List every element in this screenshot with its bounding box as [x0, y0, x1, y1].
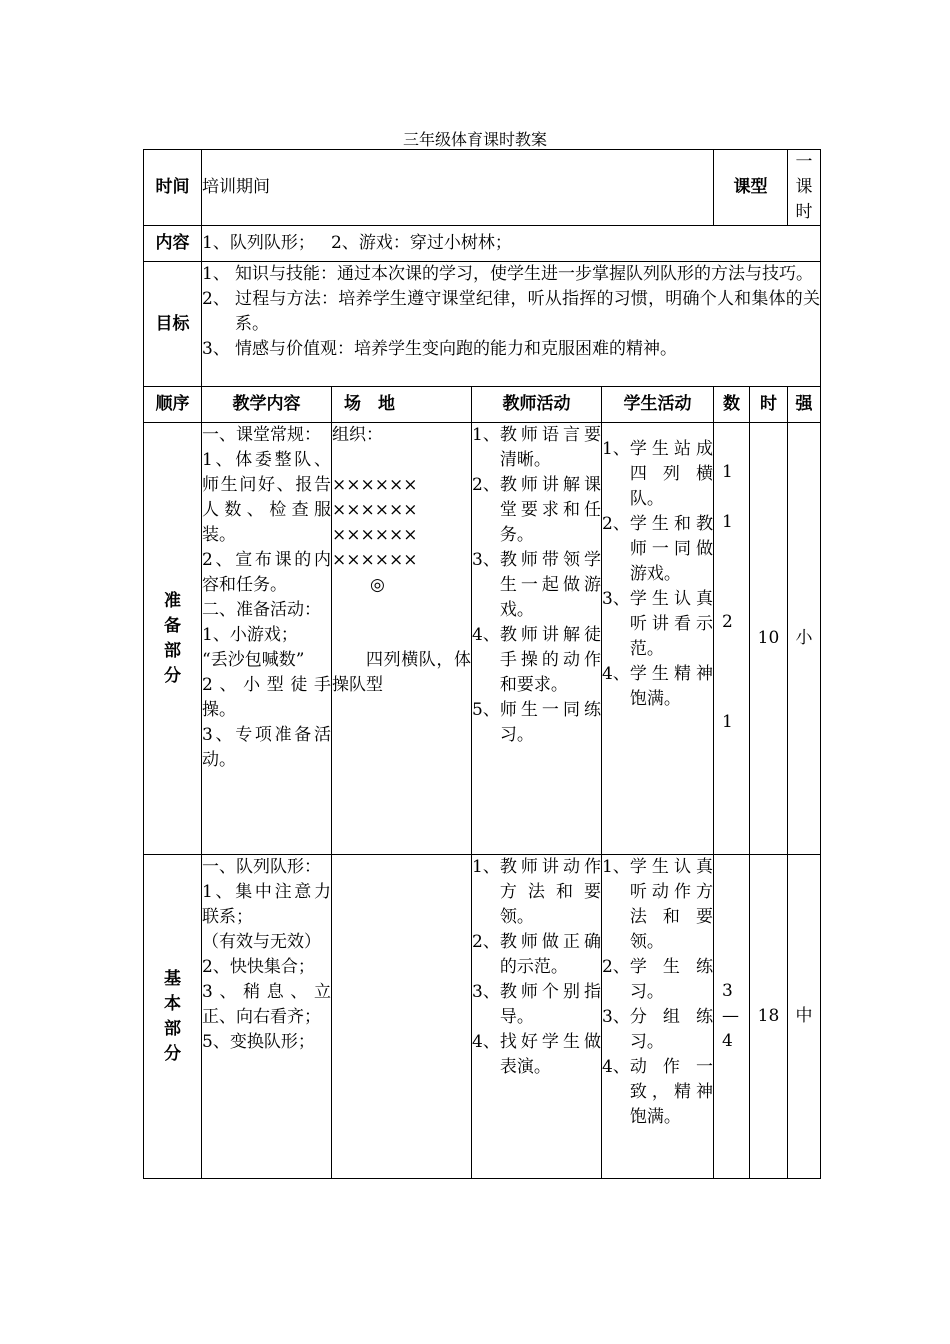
prep-section-row — [144, 423, 821, 855]
goal-list — [202, 262, 821, 387]
basic-count: 3 — 4 — [714, 855, 750, 1179]
goal-label: 目标 — [144, 262, 202, 387]
list-item: 3、 分组练习。 — [602, 1007, 713, 1052]
list-item: 二、准备活动： — [202, 600, 321, 620]
list-item: 1、 学生站成四列横队。 — [602, 439, 713, 509]
goal-item: 2、 过程与方法：培养学生遵守课堂纪律，听从指挥的习惯，明确个人和集体的关系。 — [202, 289, 820, 334]
column-header-row — [144, 387, 821, 423]
content-label: 内容 — [144, 226, 202, 262]
list-item: 1、体委整队、师生问好、报告人数、检查服装。 — [202, 450, 331, 545]
venue-note: 四列横队，体操队型 — [332, 650, 471, 695]
list-item: 1、 教师讲动作方法和要领。 — [472, 857, 601, 927]
basic-section-label: 基 本 部 分 — [144, 855, 202, 1179]
list-item: 2、 学生和教师一同做游戏。 — [602, 514, 713, 584]
lesson-type-value: 一课时 — [788, 150, 821, 226]
list-item: 2、 教师讲解课堂要求和任务。 — [472, 475, 601, 545]
content-row — [144, 226, 821, 262]
prep-content — [202, 423, 332, 855]
list-item: 2、小型徒手操。 — [202, 675, 331, 720]
document-title: 三年级体育课时教案 — [402, 130, 547, 149]
goal-item: 3、 情感与价值观：培养学生变向跑的能力和克服困难的精神。 — [202, 339, 677, 359]
lesson-plan-table — [143, 149, 821, 1179]
goal-item: 1、 知识与技能：通过本次课的学习，使学生进一步掌握队列队形的方法与技巧。 — [202, 264, 813, 284]
list-item: （有效与无效） — [202, 932, 321, 952]
prep-section-label: 准 备 部 分 — [144, 423, 202, 855]
header-intensity: 强 — [788, 387, 821, 423]
list-item: 1、 学生认真听动作方法和要领。 — [602, 857, 713, 952]
basic-venue — [332, 855, 472, 1179]
time-value: 培训期间 — [202, 150, 714, 226]
lesson-type-label: 课型 — [714, 150, 788, 226]
header-teacher: 教师活动 — [472, 387, 602, 423]
basic-section-row — [144, 855, 821, 1179]
list-item: 一、课堂常规： — [202, 425, 321, 445]
header-order: 顺序 — [144, 387, 202, 423]
formation-row: ×××××× — [332, 525, 418, 545]
list-item: 3、稍息、立正、向右看齐； — [202, 982, 331, 1027]
list-item: 2、 学生练习。 — [602, 957, 713, 1002]
time-row — [144, 150, 821, 226]
header-time: 时 — [750, 387, 788, 423]
list-item: 3、专项准备活动。 — [202, 725, 331, 770]
basic-intensity: 中 — [788, 855, 821, 1179]
list-item: 4、 动作一致，精神饱满。 — [602, 1057, 713, 1127]
goal-row — [144, 262, 821, 387]
header-content: 教学内容 — [202, 387, 332, 423]
prep-venue — [332, 423, 472, 855]
list-item: “丢沙包喊数” — [202, 650, 305, 670]
teacher-position-mark: ◎ — [370, 575, 385, 595]
list-item: 3、 教师个别指导。 — [472, 982, 601, 1027]
list-item: 3、 学生认真听讲看示范。 — [602, 589, 713, 659]
list-item: 2、宣布课的内容和任务。 — [202, 550, 331, 595]
formation-row: ×××××× — [332, 500, 418, 520]
formation-row: ×××××× — [332, 475, 418, 495]
list-item: 4、 学生精神饱满。 — [602, 664, 713, 709]
header-venue: 场 地 — [332, 387, 472, 423]
list-item: 2、快快集合； — [202, 957, 315, 977]
basic-time: 18 — [750, 855, 788, 1179]
content-value: 1、队列队形； 2、游戏：穿过小树林； — [202, 226, 821, 262]
list-item: 5、变换队形； — [202, 1032, 315, 1052]
list-item: 1、集中注意力联系； — [202, 882, 331, 927]
list-item: 1、 教师语言要清晰。 — [472, 425, 601, 470]
list-item: 一、队列队形： — [202, 857, 321, 877]
prep-count: 1 1 2 1 — [714, 423, 750, 855]
header-count: 数 — [714, 387, 750, 423]
header-student: 学生活动 — [602, 387, 714, 423]
prep-intensity: 小 — [788, 423, 821, 855]
formation-row: ×××××× — [332, 550, 418, 570]
time-label: 时间 — [144, 150, 202, 226]
basic-student-activity — [602, 855, 714, 1179]
list-item: 1、小游戏； — [202, 625, 298, 645]
prep-student-activity — [602, 423, 714, 855]
basic-content — [202, 855, 332, 1179]
list-item: 4、 找好学生做表演。 — [472, 1032, 601, 1077]
basic-teacher-activity — [472, 855, 602, 1179]
list-item: 3、 教师带领学生一起做游戏。 — [472, 550, 601, 620]
list-item: 5、 师生一同练习。 — [472, 700, 601, 745]
venue-label: 组织： — [332, 425, 383, 445]
list-item: 2、 教师做正确的示范。 — [472, 932, 601, 977]
list-item: 4、 教师讲解徒手操的动作和要求。 — [472, 625, 601, 695]
prep-teacher-activity — [472, 423, 602, 855]
prep-time: 10 — [750, 423, 788, 855]
